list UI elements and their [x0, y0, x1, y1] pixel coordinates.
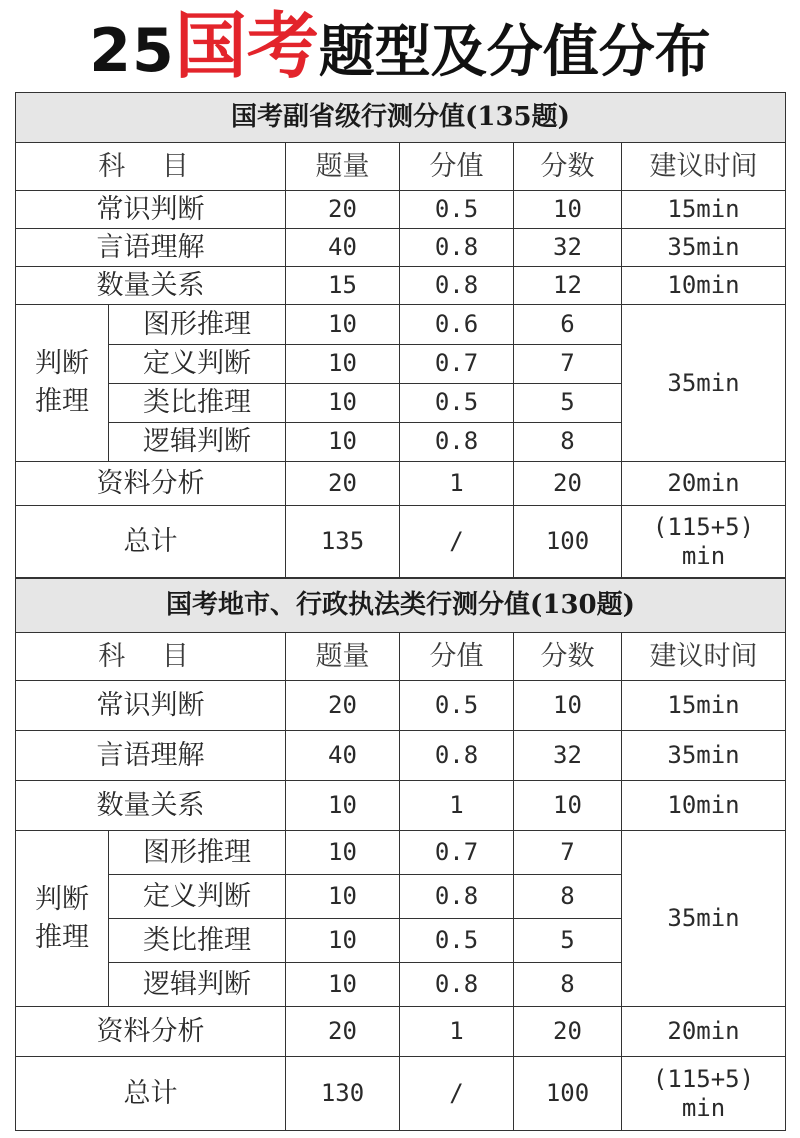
- column-header-score: 分数: [514, 143, 622, 191]
- value-cell: 0.8: [400, 731, 514, 781]
- count-cell: 10: [286, 875, 400, 919]
- score-cell: 100: [514, 506, 622, 578]
- column-header-value: 分值: [400, 143, 514, 191]
- count-cell: 20: [286, 1007, 400, 1057]
- score-cell: 6: [514, 305, 622, 345]
- subject-cell: 定义判断: [109, 875, 286, 919]
- group-label: 判断推理: [35, 348, 89, 417]
- table-row: [16, 731, 786, 781]
- value-cell: 0.8: [400, 229, 514, 267]
- count-cell: 40: [286, 229, 400, 267]
- column-header-time: 建议时间: [622, 143, 786, 191]
- score-cell: 8: [514, 875, 622, 919]
- count-cell: 135: [286, 506, 400, 578]
- total-time-line1: (115+5): [652, 1064, 755, 1093]
- total-row: [16, 1057, 786, 1131]
- value-cell: 0.5: [400, 681, 514, 731]
- subject-cell: 言语理解: [16, 229, 286, 267]
- total-time-cell: [622, 506, 786, 578]
- total-time-line1: (115+5): [652, 512, 755, 541]
- subject-cell: 言语理解: [16, 731, 286, 781]
- score-cell: 5: [514, 919, 622, 963]
- count-cell: 15: [286, 267, 400, 305]
- count-cell: 20: [286, 681, 400, 731]
- score-cell: 5: [514, 384, 622, 423]
- count-cell: 130: [286, 1057, 400, 1131]
- value-cell: /: [400, 506, 514, 578]
- value-cell: /: [400, 1057, 514, 1131]
- score-cell: 10: [514, 191, 622, 229]
- value-cell: 1: [400, 781, 514, 831]
- count-cell: 10: [286, 831, 400, 875]
- table-row: [16, 1007, 786, 1057]
- subject-cell: 常识判断: [16, 191, 286, 229]
- title-year: 25: [89, 16, 175, 86]
- count-cell: 10: [286, 963, 400, 1007]
- count-cell: 10: [286, 345, 400, 384]
- column-header-count: 题量: [286, 633, 400, 681]
- value-cell: 0.7: [400, 831, 514, 875]
- count-cell: 20: [286, 191, 400, 229]
- column-header-subject: 科 目: [16, 633, 286, 681]
- score-cell: 32: [514, 229, 622, 267]
- group-label: 判断推理: [35, 883, 89, 953]
- column-header-time: 建议时间: [622, 633, 786, 681]
- value-cell: 0.8: [400, 963, 514, 1007]
- value-cell: 1: [400, 1007, 514, 1057]
- count-cell: 10: [286, 384, 400, 423]
- page-title: [0, 0, 800, 92]
- total-time-cell: [622, 1057, 786, 1131]
- score-cell: 12: [514, 267, 622, 305]
- subject-cell: 资料分析: [16, 1007, 286, 1057]
- value-cell: 0.5: [400, 919, 514, 963]
- group-time-cell: 35min: [622, 305, 786, 462]
- time-cell: 10min: [622, 781, 786, 831]
- score-table-municipal: [15, 578, 786, 1131]
- value-cell: 0.8: [400, 267, 514, 305]
- score-cell: 8: [514, 963, 622, 1007]
- group-time-cell: 35min: [622, 831, 786, 1007]
- total-label: 总计: [16, 1057, 286, 1131]
- table-row: [16, 305, 786, 345]
- total-row: [16, 506, 786, 578]
- table-row: [16, 462, 786, 506]
- count-cell: 10: [286, 919, 400, 963]
- subject-cell: 资料分析: [16, 462, 286, 506]
- time-cell: 35min: [622, 731, 786, 781]
- subject-cell: 常识判断: [16, 681, 286, 731]
- column-header-score: 分数: [514, 633, 622, 681]
- value-cell: 0.8: [400, 875, 514, 919]
- time-cell: 10min: [622, 267, 786, 305]
- subject-cell: 图形推理: [109, 305, 286, 345]
- score-cell: 20: [514, 1007, 622, 1057]
- value-cell: 0.7: [400, 345, 514, 384]
- table-row: [16, 681, 786, 731]
- table-heading: 国考地市、行政执法类行测分值(130题): [16, 579, 786, 633]
- title-rest: 题型及分值分布: [318, 20, 711, 85]
- score-table-vice-provincial: [15, 92, 786, 578]
- score-cell: 10: [514, 781, 622, 831]
- table-row: [16, 781, 786, 831]
- time-cell: 15min: [622, 681, 786, 731]
- table-row: [16, 267, 786, 305]
- subject-cell: 逻辑判断: [109, 963, 286, 1007]
- value-cell: 0.5: [400, 384, 514, 423]
- value-cell: 0.8: [400, 423, 514, 462]
- score-cell: 10: [514, 681, 622, 731]
- table-row: [16, 191, 786, 229]
- group-label-cell: [16, 305, 109, 462]
- count-cell: 10: [286, 423, 400, 462]
- total-label: 总计: [16, 506, 286, 578]
- subject-cell: 数量关系: [16, 781, 286, 831]
- subject-cell: 数量关系: [16, 267, 286, 305]
- column-header-value: 分值: [400, 633, 514, 681]
- column-header-subject: 科 目: [16, 143, 286, 191]
- subject-cell: 类比推理: [109, 919, 286, 963]
- score-cell: 32: [514, 731, 622, 781]
- count-cell: 10: [286, 305, 400, 345]
- group-label-cell: [16, 831, 109, 1007]
- subject-cell: 逻辑判断: [109, 423, 286, 462]
- total-time-line2: min: [681, 541, 726, 570]
- value-cell: 0.6: [400, 305, 514, 345]
- value-cell: 0.5: [400, 191, 514, 229]
- count-cell: 40: [286, 731, 400, 781]
- table-row: [16, 831, 786, 875]
- time-cell: 35min: [622, 229, 786, 267]
- score-cell: 8: [514, 423, 622, 462]
- total-time-line2: min: [681, 1093, 726, 1122]
- table-heading: 国考副省级行测分值(135题): [16, 93, 786, 143]
- value-cell: 1: [400, 462, 514, 506]
- count-cell: 20: [286, 462, 400, 506]
- time-cell: 20min: [622, 1007, 786, 1057]
- score-cell: 20: [514, 462, 622, 506]
- time-cell: 20min: [622, 462, 786, 506]
- subject-cell: 类比推理: [109, 384, 286, 423]
- time-cell: 15min: [622, 191, 786, 229]
- score-cell: 7: [514, 831, 622, 875]
- score-cell: 7: [514, 345, 622, 384]
- score-cell: 100: [514, 1057, 622, 1131]
- subject-cell: 定义判断: [109, 345, 286, 384]
- title-highlight: 国考: [174, 4, 319, 88]
- column-header-count: 题量: [286, 143, 400, 191]
- table-row: [16, 229, 786, 267]
- subject-cell: 图形推理: [109, 831, 286, 875]
- count-cell: 10: [286, 781, 400, 831]
